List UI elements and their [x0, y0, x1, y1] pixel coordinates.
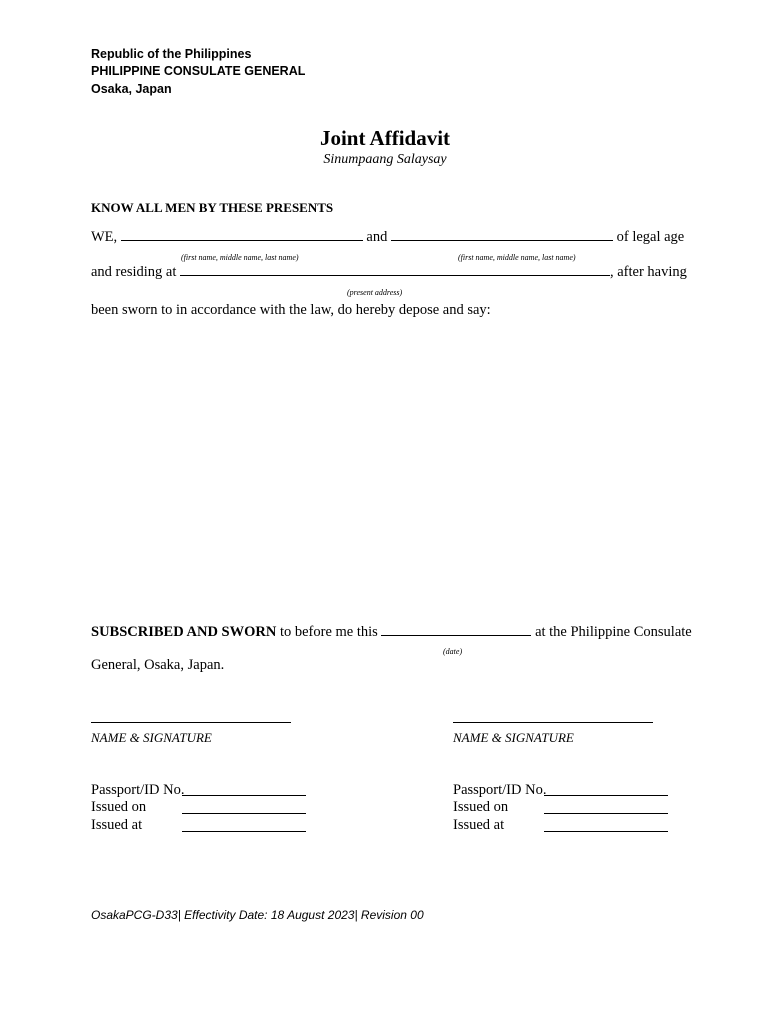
passport-label-1: Passport/ID No.	[91, 782, 185, 798]
we-text: WE,	[91, 229, 121, 245]
passport-field-2[interactable]	[544, 795, 668, 796]
jurat-text-1: to before me this	[276, 624, 382, 640]
after-having-text: , after having	[610, 264, 687, 280]
legal-age-text: of legal age	[612, 229, 685, 245]
and-text: and	[362, 229, 391, 245]
jurat-line-2: General, Osaka, Japan.	[91, 657, 225, 673]
name-hint-2: (first name, middle name, last name)	[458, 253, 576, 262]
signature-label-1: NAME & SIGNATURE	[91, 730, 212, 745]
date-field[interactable]	[381, 634, 531, 636]
issued-at-label-1: Issued at	[91, 817, 143, 833]
passport-label-2: Passport/ID No.	[453, 782, 547, 798]
affiant-1-name-field[interactable]	[121, 239, 363, 241]
jurat-text-2: at the Philippine Consulate	[531, 624, 692, 640]
issued-on-label-1: Issued on	[91, 799, 147, 815]
issued-on-label-2: Issued on	[453, 799, 509, 815]
date-hint: (date)	[443, 647, 463, 656]
signature-line-1[interactable]	[91, 722, 291, 723]
issued-at-field-2[interactable]	[544, 831, 668, 832]
signature-label-2: NAME & SIGNATURE	[453, 730, 574, 745]
passport-field-1[interactable]	[182, 795, 306, 796]
document-footer: OsakaPCG-D33| Effectivity Date: 18 August 2023| Revision 00	[91, 908, 424, 922]
sworn-statement: been sworn to in accordance with the law, do hereby depose and say:	[91, 302, 491, 318]
signature-line-2[interactable]	[453, 722, 653, 723]
jurat-line	[91, 624, 692, 641]
preamble: KNOW ALL MEN BY THESE PRESENTS	[91, 200, 334, 215]
issued-at-label-2: Issued at	[453, 817, 505, 833]
address-field[interactable]	[180, 274, 610, 276]
header-country: Republic of the Philippines	[91, 47, 252, 61]
issued-on-field-1[interactable]	[182, 813, 306, 814]
document-subtitle: Sinumpaang Salaysay	[323, 152, 447, 167]
document-title: Joint Affidavit	[319, 126, 451, 150]
header-city: Osaka, Japan	[91, 82, 172, 96]
issued-on-field-2[interactable]	[544, 813, 668, 814]
affiant-2-name-field[interactable]	[391, 239, 613, 241]
issued-at-field-1[interactable]	[182, 831, 306, 832]
name-hint-1: (first name, middle name, last name)	[181, 253, 299, 262]
header-consulate: PHILIPPINE CONSULATE GENERAL	[91, 64, 306, 78]
address-hint: (present address)	[347, 288, 403, 297]
address-line	[91, 264, 687, 281]
residing-text: and residing at	[91, 264, 180, 280]
jurat-bold: SUBSCRIBED AND SWORN	[91, 624, 277, 640]
affiant-names-line	[91, 229, 684, 246]
